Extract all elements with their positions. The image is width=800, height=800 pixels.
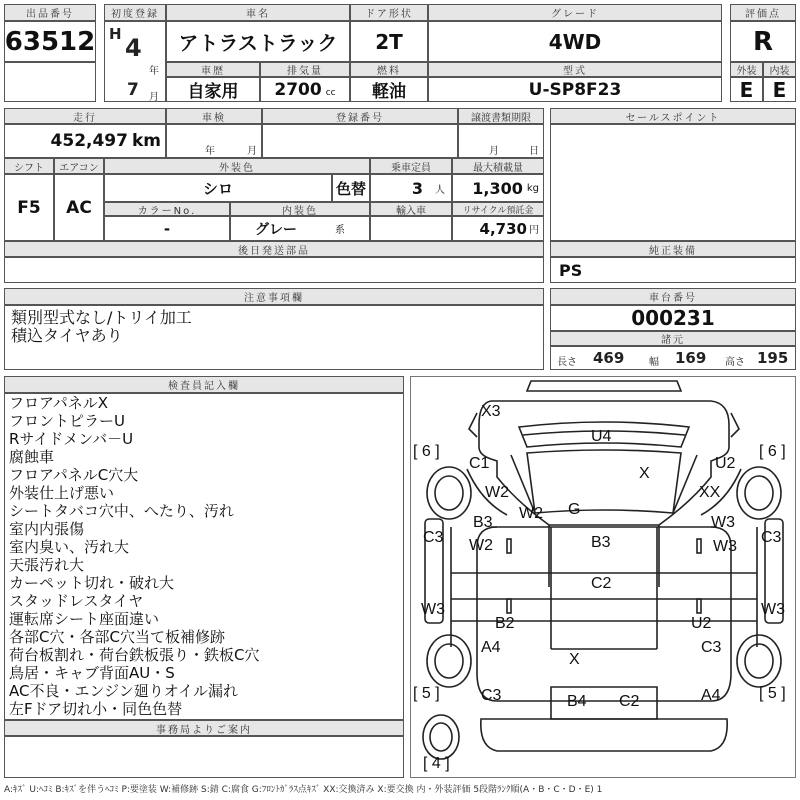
history: 自家用	[166, 77, 260, 102]
import-box	[370, 216, 452, 241]
history-label: 車歴	[166, 62, 260, 77]
inspection-label: 車検	[166, 108, 262, 124]
inspector-line: 運転席シート座面違い	[9, 610, 160, 628]
damage-mark: C3	[423, 529, 444, 546]
max-load: 1,300	[472, 178, 523, 198]
interior-color-label: 内装色	[230, 202, 370, 216]
exterior-label: 外装	[730, 62, 763, 77]
chassis-number: 000231	[550, 305, 796, 331]
damage-mark: B3	[473, 514, 493, 531]
damage-mark: U2	[715, 455, 736, 472]
fuel: 軽油	[350, 77, 428, 102]
later-parts-label: 後日発送部品	[4, 241, 544, 257]
inspector-line: シートタバコ穴中、へたり、汚れ	[9, 502, 234, 520]
width: 169	[675, 349, 707, 367]
width-label: 幅	[649, 357, 659, 368]
tire-rear-left: [ 5 ]	[413, 685, 440, 702]
exterior-grade: E	[730, 77, 763, 102]
registration-number-box	[262, 124, 458, 158]
inspector-line: 各部C穴・各部C穴当て板補修跡	[9, 628, 225, 646]
interior-color-box	[230, 216, 370, 241]
score: R	[730, 21, 796, 62]
inspector-notes-label: 検査員記入欄	[4, 376, 404, 393]
height-label: 高さ	[725, 357, 745, 368]
shift-label: シフト	[4, 158, 54, 174]
genuine-equipment: PS	[550, 257, 796, 283]
inspector-line: スタッドレスタイヤ	[9, 592, 144, 610]
mileage-box	[4, 124, 166, 158]
capacity-unit: 人	[435, 184, 445, 196]
damage-mark: A4	[481, 639, 501, 656]
notes-line: 類別型式なし/トリイ加工	[11, 308, 192, 327]
tire-front-right: [ 6 ]	[759, 443, 786, 460]
damage-diagram	[410, 376, 796, 778]
exterior-color-label: 外装色	[104, 158, 370, 174]
inspector-line: 左Fドア切れ小・同色色替	[9, 700, 183, 718]
damage-mark: W2	[519, 505, 543, 522]
damage-mark: W3	[421, 601, 445, 618]
era: H	[109, 25, 122, 43]
transfer-day-unit: 日	[529, 146, 539, 157]
notes-label: 注意事項欄	[4, 288, 544, 305]
damage-mark: G	[568, 501, 581, 518]
recycle-label: リサイクル預託金	[452, 202, 544, 216]
interior-color-suffix: 系	[335, 225, 345, 236]
grade: 4WD	[428, 21, 722, 62]
model-code: U-SP8F23	[428, 77, 722, 102]
inspection-box	[166, 124, 262, 158]
damage-mark: B4	[567, 693, 587, 710]
notes-line: 積込タイヤあり	[11, 326, 123, 345]
sales-point-label: セールスポイント	[550, 108, 796, 124]
damage-mark: X3	[481, 403, 501, 420]
lot-number: 63512	[4, 21, 96, 62]
fuel-label: 燃料	[350, 62, 428, 77]
capacity: 3	[411, 178, 423, 198]
inspector-line: カーペット切れ・破れ大	[9, 574, 175, 592]
inspector-line: AC不良・エンジン廻りオイル漏れ	[9, 682, 238, 700]
registration-year: 4	[125, 34, 142, 62]
car-name: アトラストラック	[166, 21, 350, 62]
inspector-line: 室内内張傷	[9, 520, 85, 538]
recycle-fee: 4,730	[479, 219, 527, 238]
damage-mark: C1	[469, 455, 490, 472]
first-registration-label: 初度登録	[104, 4, 166, 21]
interior-label: 内装	[763, 62, 796, 77]
inspection-month-unit: 月	[247, 146, 257, 157]
damage-mark: W2	[485, 484, 509, 501]
damage-mark: X	[639, 465, 650, 482]
sales-point-box	[550, 124, 796, 241]
tire-rear-right: [ 5 ]	[759, 685, 786, 702]
month-unit: 月	[149, 92, 159, 102]
door-type-label: ドア形状	[350, 4, 428, 21]
chassis-number-label: 車台番号	[550, 288, 796, 305]
damage-mark: W3	[713, 538, 737, 555]
aircon-label: エアコン	[54, 158, 104, 174]
damage-mark: X	[569, 651, 580, 668]
mileage-label: 走行	[4, 108, 166, 124]
damage-mark: C3	[481, 687, 502, 704]
inspector-line: 腐蝕車	[9, 448, 55, 466]
inspector-notes-box	[4, 393, 404, 720]
inspector-line: 荷台板割れ・荷台鉄板張り・鉄板C穴	[9, 646, 260, 664]
registration-number-label: 登録番号	[262, 108, 458, 124]
length: 469	[593, 349, 625, 367]
damage-mark: U2	[691, 615, 712, 632]
score-label: 評価点	[730, 4, 796, 21]
car-name-label: 車名	[166, 4, 350, 21]
mileage: 452,497	[50, 131, 128, 151]
damage-mark: W2	[469, 537, 493, 554]
tire-spare: [ 4 ]	[423, 755, 450, 772]
transfer-deadline-box	[458, 124, 544, 158]
recycle-unit: 円	[529, 225, 539, 236]
color-number-label: カラーNo.	[104, 202, 230, 216]
exterior-color: シロ	[104, 174, 332, 202]
specs-label: 諸元	[550, 331, 796, 346]
inspector-line: 天張汚れ大	[9, 556, 85, 574]
damage-mark: W3	[711, 514, 735, 531]
genuine-equipment-label: 純正装備	[550, 241, 796, 257]
model-label: 型式	[428, 62, 722, 77]
shift: F5	[4, 174, 54, 241]
office-info-box	[4, 736, 404, 778]
inspector-line: フロントピラーU	[9, 412, 125, 430]
damage-mark: XX	[699, 484, 721, 501]
damage-mark: B2	[495, 615, 515, 632]
damage-mark: B3	[591, 534, 611, 551]
import-label: 輸入車	[370, 202, 452, 216]
damage-mark: C2	[591, 575, 612, 592]
office-info-label: 事務局よりご案内	[4, 720, 404, 736]
damage-legend: A:ｷｽﾞ U:ﾍｺﾐ B:ｷｽﾞを伴うﾍｺﾐ P:要塗装 W:補修跡 S:錆 C:腐食 G:ﾌﾛﾝﾄｶﾞﾗｽ点ｷｽﾞ XX:交換済み X:要交換 内・外装評価 5段階ﾗﾝｸ順(A・B・C・D・E) 1	[4, 785, 603, 795]
damage-mark: C2	[619, 693, 640, 710]
max-load-unit: kg	[526, 182, 539, 194]
damage-mark: U4	[591, 428, 612, 445]
damage-mark: W3	[761, 601, 785, 618]
color-number: -	[104, 216, 230, 241]
inspector-line: Rサイドメンバ－U	[9, 430, 134, 448]
recycle-box	[452, 216, 544, 241]
tire-front-left: [ 6 ]	[413, 443, 440, 460]
notes-box	[4, 305, 544, 370]
aircon: AC	[54, 174, 104, 241]
max-load-label: 最大積載量	[452, 158, 544, 174]
interior-grade: E	[763, 77, 796, 102]
damage-mark: C3	[701, 639, 722, 656]
lot-number-label: 出品番号	[4, 4, 96, 21]
transfer-deadline-label: 譲渡書類期限	[458, 108, 544, 124]
damage-mark: A4	[701, 687, 721, 704]
inspection-year-unit: 年	[205, 146, 215, 157]
displacement: 2700	[274, 79, 322, 100]
specs-box	[550, 346, 796, 370]
inspector-line: 室内臭い、汚れ大	[9, 538, 130, 556]
color-change: 色替	[332, 174, 370, 202]
capacity-label: 乗車定員	[370, 158, 452, 174]
capacity-box	[370, 174, 452, 202]
mileage-unit: km	[131, 131, 161, 151]
length-label: 長さ	[557, 357, 577, 368]
damage-mark: C3	[761, 529, 782, 546]
displacement-label: 排気量	[260, 62, 350, 77]
inspector-line: 鳥居・キャブ背面AU・S	[9, 664, 175, 682]
inspector-line: フロアパネルX	[9, 394, 109, 412]
later-parts-box	[4, 257, 544, 283]
registration-month: 7	[127, 80, 139, 100]
transfer-month-unit: 月	[489, 146, 499, 157]
max-load-box	[452, 174, 544, 202]
grade-label: グレード	[428, 4, 722, 21]
displacement-unit: cc	[325, 87, 336, 98]
height: 195	[757, 349, 789, 367]
inspector-line: フロアパネルC穴大	[9, 466, 139, 484]
first-registration-box	[104, 21, 166, 102]
displacement-box	[260, 77, 350, 102]
lot-number-blank	[4, 62, 96, 102]
year-unit: 年	[149, 66, 159, 77]
door-type: 2T	[350, 21, 428, 62]
inspector-line: 外装仕上げ悪い	[9, 484, 115, 502]
interior-color: グレー	[255, 221, 297, 238]
